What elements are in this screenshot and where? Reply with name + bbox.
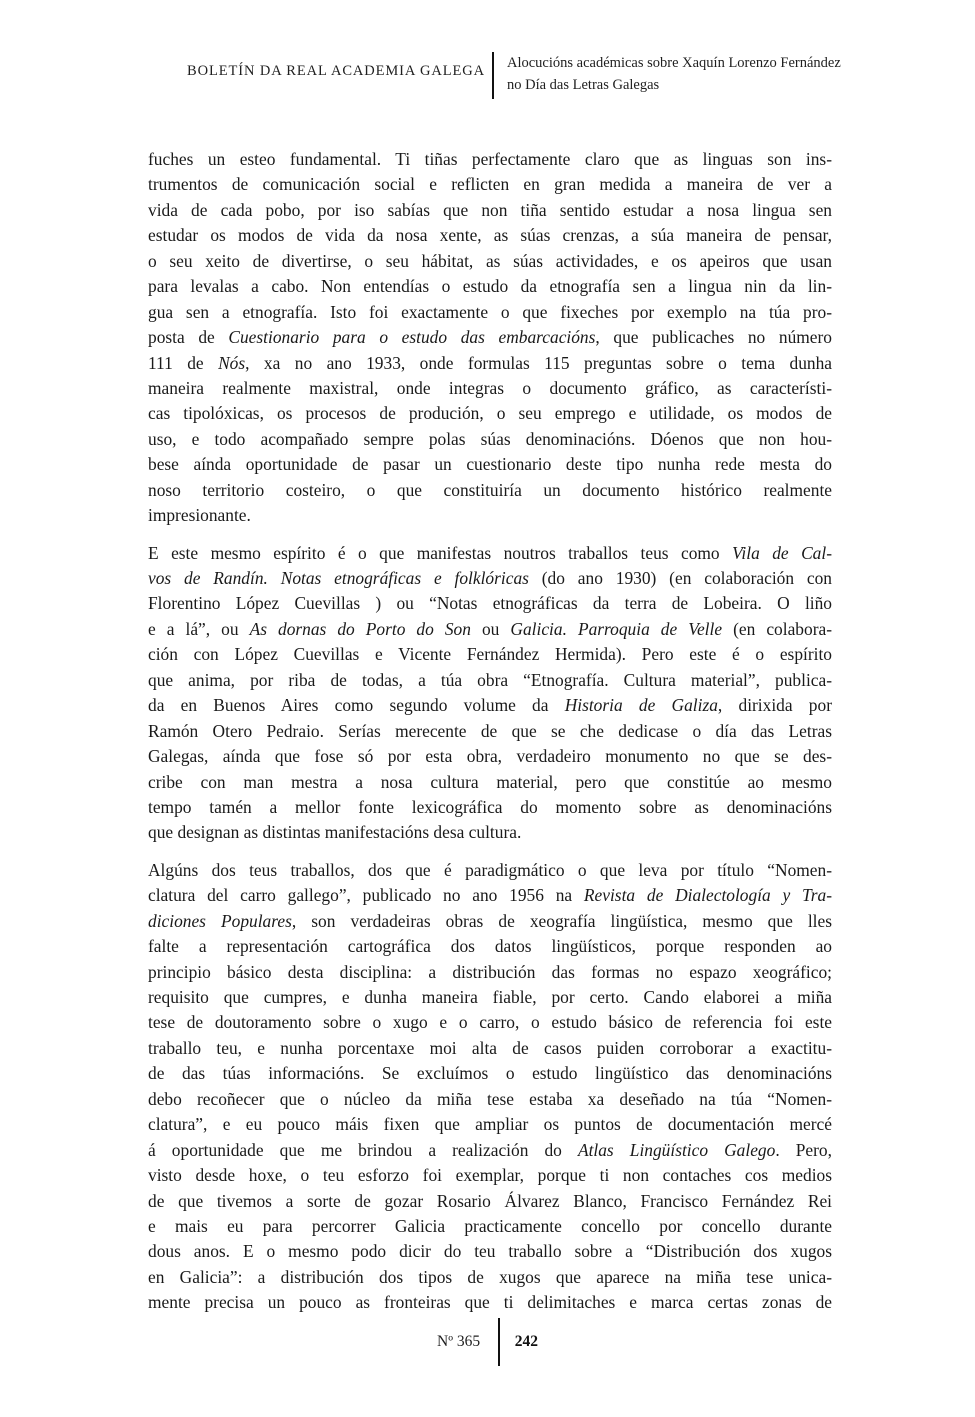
article-title bbox=[507, 53, 867, 96]
italic-text-run: Nós bbox=[218, 352, 246, 373]
text-line bbox=[148, 770, 832, 795]
text-run: da en Buenos Aires como segundo volume da bbox=[148, 695, 565, 716]
text-run: clatura”, e eu pouco máis fixen que ampliar os puntos de documentación mercé bbox=[148, 1114, 832, 1135]
italic-text-run: Vila de Cal- bbox=[732, 542, 832, 563]
italic-text-run: vos de Randín. Notas etnográficas e folklóricas bbox=[148, 568, 529, 588]
text-run: impresionante. bbox=[148, 505, 251, 526]
text-line bbox=[148, 960, 832, 985]
text-line bbox=[148, 1036, 832, 1061]
text-run: á oportunidade que me brindou a realización do bbox=[148, 1139, 578, 1160]
text-run: . Pero, bbox=[775, 1139, 832, 1160]
journal-title: BOLETÍN DA REAL ACADEMIA GALEGA bbox=[187, 63, 486, 79]
italic-text-run: Revista de Dialectología y Tra- bbox=[583, 885, 832, 906]
text-run: , xa no ano 1933, onde formulas 115 preguntas sobre o tema dunha bbox=[245, 352, 832, 373]
text-run: de das túas informacións. Se excluímos o estudo lingüístico das denominacións bbox=[148, 1063, 832, 1084]
text-run: vida de cada pobo, por iso sabías que non tiña sentido estudar a nosa lingua sen bbox=[148, 199, 832, 220]
text-line bbox=[148, 1214, 832, 1239]
text-run: posta de bbox=[148, 327, 229, 348]
text-line bbox=[148, 1138, 832, 1163]
text-line bbox=[148, 249, 832, 274]
page-footer bbox=[0, 1318, 975, 1366]
text-line bbox=[148, 820, 832, 845]
paragraph bbox=[148, 541, 832, 846]
page-number: 242 bbox=[514, 1333, 538, 1350]
text-line bbox=[148, 274, 832, 299]
text-line bbox=[148, 401, 832, 426]
text-line bbox=[148, 300, 832, 325]
text-line bbox=[148, 566, 832, 591]
text-run: fuches un esteo fundamental. Ti tiñas perfectamente claro que as linguas son ins- bbox=[148, 149, 832, 169]
text-line bbox=[148, 1189, 832, 1214]
text-line bbox=[148, 541, 832, 566]
text-run: ou bbox=[470, 618, 511, 639]
text-line bbox=[148, 883, 832, 908]
text-run: mente precisa un pouco as fronteiras que ti delimitaches e marca certas zonas de bbox=[148, 1292, 832, 1313]
text-run: , son verdadeiras obras de xeografía lingüística, mesmo que lles bbox=[291, 910, 832, 931]
text-run: que designan as distintas manifestacións desa cultura. bbox=[148, 822, 522, 843]
text-line bbox=[148, 351, 832, 376]
text-run: cribe con man mestra a nosa cultura material, pero que constitúe ao mesmo bbox=[148, 771, 832, 792]
text-run: , dirixida por bbox=[717, 695, 832, 716]
text-line bbox=[148, 172, 832, 197]
text-line bbox=[148, 744, 832, 769]
text-run: noso territorio costeiro, o que constituiría un documento histórico realmente bbox=[148, 479, 832, 500]
text-line bbox=[148, 376, 832, 401]
text-line bbox=[148, 452, 832, 477]
text-run: principio básico desta disciplina: a distribución das formas no espazo xeográfico; bbox=[148, 961, 832, 982]
text-line bbox=[148, 478, 832, 503]
text-line bbox=[148, 858, 832, 883]
text-run: 111 de bbox=[148, 352, 219, 373]
text-line bbox=[148, 1112, 832, 1137]
text-run: bese aínda oportunidade de pasar un cuestionario deste tipo nunha rede mesta do bbox=[148, 454, 832, 475]
italic-text-run: Historia de Galiza bbox=[564, 695, 718, 716]
text-line bbox=[148, 427, 832, 452]
text-run: tese de doutoramento sobre o xugo e o carro, o estudo básico de referencia foi este bbox=[148, 1012, 832, 1033]
text-line bbox=[148, 223, 832, 248]
text-run: trumentos de comunicación social e reflicten en gran medida a maneira de ver a bbox=[148, 174, 832, 195]
text-run: gua sen a etnografía. Isto foi exactamente o que fixeches por exemplo na túa pro- bbox=[148, 301, 832, 322]
italic-text-run: Atlas Lingüístico Galego bbox=[577, 1139, 776, 1160]
text-run: debo recoñecer que o núcleo da miña tese estaba xa deseñado na túa “Nomen- bbox=[148, 1088, 832, 1109]
text-run: para levalas a cabo. Non entendías o estudo da etnografía sen a lingua nin da lin- bbox=[148, 276, 832, 297]
text-run: maneira realmente maxistral, onde integras o documento gráfico, as característi- bbox=[148, 377, 832, 398]
text-run: de que tivemos a sorte de gozar Rosario Álvarez Blanco, Francisco Fernández Rei bbox=[148, 1190, 832, 1211]
text-line bbox=[148, 1290, 832, 1315]
italic-text-run: Galicia. Parroquia de Velle bbox=[510, 618, 723, 639]
text-line bbox=[148, 719, 832, 744]
text-run: o seu xeito de divertirse, o seu hábitat, as súas actividades, e os apeiros que usan bbox=[148, 250, 832, 271]
text-line bbox=[148, 668, 832, 693]
text-run: traballo teu, e nunha porcentaxe moi alta de casos puiden corroborar a exactitu- bbox=[148, 1037, 832, 1058]
italic-text-run: As dornas do Porto do Son bbox=[249, 618, 471, 639]
text-run: tempo tamén a mellor fonte lexicográfica do momento sobre as denominacións bbox=[148, 796, 832, 817]
text-line bbox=[148, 1087, 832, 1112]
text-run: visto desde hoxe, o teu esforzo foi exemplar, porque ti non contaches cos medios bbox=[148, 1165, 832, 1186]
text-line bbox=[148, 503, 832, 528]
text-run: (en colabora- bbox=[722, 618, 832, 639]
text-line bbox=[148, 147, 832, 172]
text-line bbox=[148, 1265, 832, 1290]
text-line bbox=[148, 617, 832, 642]
text-line bbox=[148, 934, 832, 959]
text-run: Ramón Otero Pedraio. Serías merecente de que se che dedicase o día das Letras bbox=[148, 720, 832, 741]
article-title-line2: no Día das Letras Galegas bbox=[507, 76, 660, 93]
text-line bbox=[148, 1239, 832, 1264]
text-run: que anima, por riba de todas, a túa obra “Etnografía. Cultura material”, publica- bbox=[148, 669, 832, 690]
paragraph bbox=[148, 858, 832, 1316]
text-line bbox=[148, 198, 832, 223]
text-run: Galegas, aínda que fose só por esta obra, verdadeiro monumento no que se des- bbox=[148, 746, 832, 767]
text-line bbox=[148, 642, 832, 667]
text-line bbox=[148, 909, 832, 934]
text-run: dous anos. E o mesmo podo dicir do teu traballo sobre a “Distribución dos xugos bbox=[148, 1241, 832, 1262]
text-run: uso, e todo acompañado sempre polas súas denominacións. Dóenos que non hou- bbox=[148, 428, 832, 449]
text-line bbox=[148, 1163, 832, 1188]
text-run: cas tipolóxicas, os procesos de produción, o seu emprego e utilidade, os modos de bbox=[148, 403, 832, 424]
text-run: en Galicia”: a distribución dos tipos de xugos que aparece na miña tese unica- bbox=[148, 1266, 832, 1287]
article-title-line1: Alocucións académicas sobre Xaquín Lorenzo Fernández bbox=[507, 55, 841, 71]
text-run: requisito que cumpres, e dunha maneira fiable, por certo. Cando elaborei a miña bbox=[148, 987, 832, 1007]
issue-number: Nº 365 bbox=[437, 1333, 481, 1350]
text-line bbox=[148, 325, 832, 350]
text-line bbox=[148, 1010, 832, 1035]
text-run: (do ano 1930) (en colaboración con bbox=[528, 568, 832, 588]
body-text bbox=[148, 147, 832, 1316]
text-run: e mais eu para percorrer Galicia practicamente concello por concello durante bbox=[148, 1215, 832, 1236]
text-run: clatura del carro gallego”, publicado no ano 1956 na bbox=[148, 885, 584, 906]
text-line bbox=[148, 1061, 832, 1086]
text-run: E este mesmo espírito é o que manifestas noutros traballos teus como bbox=[148, 542, 733, 563]
text-run: falte a representación cartográfica dos datos lingüísticos, porque responden ao bbox=[148, 936, 832, 957]
header-divider bbox=[492, 52, 494, 99]
italic-text-run: diciones Populares bbox=[148, 910, 292, 931]
text-run: estudar os modos de vida da nosa xente, as súas crenzas, a súa maneira de pensar, bbox=[148, 225, 832, 246]
text-run: Algúns dos teus traballos, dos que é paradigmático o que leva por título “Nomen- bbox=[148, 859, 832, 880]
paragraph bbox=[148, 147, 832, 529]
text-run: , que publicaches no número bbox=[595, 327, 832, 348]
text-line bbox=[148, 693, 832, 718]
text-line bbox=[148, 591, 832, 616]
italic-text-run: Cuestionario para o estudo das embarcacións bbox=[228, 327, 596, 348]
text-run: e a lá”, ou bbox=[148, 618, 250, 639]
text-run: ción con López Cuevillas e Vicente Fernández Hermida). Pero este é o espírito bbox=[148, 644, 832, 665]
text-line bbox=[148, 795, 832, 820]
text-run: Florentino López Cuevillas ) ou “Notas etnográficas da terra de Lobeira. O liño bbox=[148, 593, 832, 614]
text-line bbox=[148, 985, 832, 1010]
